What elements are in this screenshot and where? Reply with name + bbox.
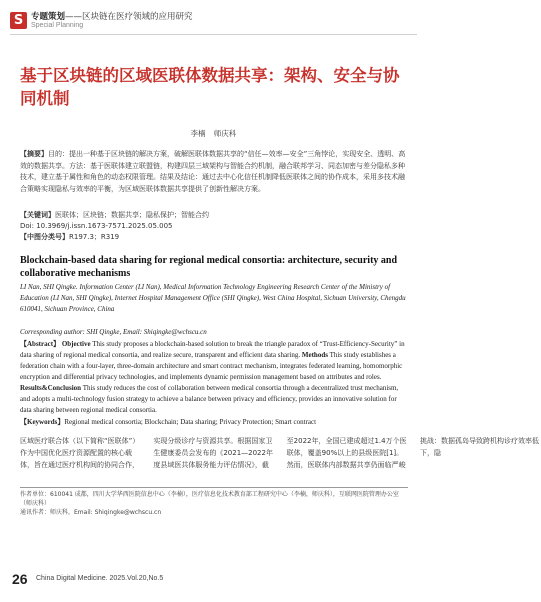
footnote-divider [20, 487, 408, 488]
abstract-cn-label: 【摘要】 [20, 150, 48, 158]
abstract-en-label: 【Abstract】 [20, 340, 61, 348]
column-topic: ——区块链在医疗领域的应用研究 [65, 12, 193, 22]
results-label: Results&Conclusion [20, 384, 82, 392]
body-text: 区域医疗联合体（以下简称“医联体”）作为中国优化医疗资源配置的核心载体，旨在通过医疗机构间的协同合作，实现分级诊疗与资源共享。根据国家卫生健康委员会发布的《2021—2022年度县域医共体服务能力评估情况》，截至2022年，全国已建成超过1.4万个医联体，覆盖90%以上的县级医院[1]。然而，医联体内部数据共享仍面临严峻挑战：数据孤岛导致跨机构诊疗效率低下，隐 [20, 437, 539, 469]
journal-info: China Digital Medicine. 2025.Vol.20,No.5 [36, 575, 164, 582]
keywords-en-label: 【Keywords】 [20, 418, 65, 426]
article-title-en: Blockchain-based data sharing for regional medical consortia: architecture, security and collaborative mechanisms [20, 255, 398, 279]
logo-letter: S [13, 13, 24, 28]
results-text: This study reduces the cost of collaboration between medical consortia through a decentralized trust mechanism, and adopts a multi-technology fusion strategy to achieve a balance between privacy and efficiency, provides an innovative solution for data sharing between regional medical consortia. [20, 384, 399, 414]
column-name: 专题策划 [31, 12, 66, 22]
abstract-cn-text: 目的：提出一种基于区块链的解决方案，破解医联体数据共享的“信任—效率—安全”三角悖论，实现安全、透明、高效的数据共享。方法：基于医联体建立联盟链，构建四层三域架构与智能合约机制，融合联邦学习、同态加密与差分隐私多种技术，建立基于属性和角色的动态权限管理。结果及结论：通过去中心化信任机制降低医联体之间的协作成本，采用多技术融合策略实现隐私与效率的平衡，为区域医联体数据共享提供了创新性解决方案。 [20, 150, 406, 193]
footnote: 作者单位：610041 成都，四川大学华西医院信息中心（李楠），医疗信息化技术教育部工程研究中心（李楠，师庆科），互联网医院管理办公室（师庆科） 通讯作者：师庆科，Email: Shiqingke@wchscu.cn [20, 491, 399, 516]
column-header [31, 10, 193, 22]
class-text: R197.3；R319 [69, 233, 120, 241]
class-label: 【中图分类号】 [20, 233, 69, 241]
methods-text: This study establishes a federation chain with a four-layer, three-domain architecture and smart contract mechanism, integrates federated learning, homomorphic encryption and differential privacy technologies, and implements dynamic permission management based on attributes and roles. [20, 351, 403, 381]
authors-cn: 李楠 师庆科 [190, 129, 237, 138]
keywords-en-text: Regional medical consortia; Blockchain; Data sharing; Privacy Protection; Smart contract [64, 418, 317, 426]
keywords-cn-label: 【关键词】 [20, 211, 55, 219]
keywords-cn [20, 210, 408, 222]
classification-number [20, 232, 408, 244]
doi: Doi: 10.3969/j.issn.1673-7571.2025.05.005 [20, 222, 173, 230]
keywords-cn-text: 医联体；区块链；数据共享；隐私保护；智能合约 [55, 211, 209, 219]
methods-label: Methods [301, 351, 328, 359]
objective-text: This study proposes a blockchain-based solution to break the triangle paradox of “Trust-Efficiency-Security” in data sharing of regional medical consortia, and realize secure, transparent and efficient data sharing. [20, 340, 405, 359]
corresponding-author: Corresponding author: SHI Qingke, Email: Shiqingke@wchscu.cn [20, 328, 207, 336]
header-divider [10, 34, 417, 35]
abstract-cn [20, 149, 408, 195]
journal-logo [10, 12, 27, 29]
article-title: 基于区块链的区域医联体数据共享：架构、安全与协同机制 [20, 66, 400, 108]
page-number: 26 [12, 571, 28, 587]
abstract-en [20, 339, 408, 416]
column-header-en: Special Planning [31, 22, 84, 29]
keywords-en [20, 417, 408, 428]
objective-label: Objective [61, 340, 91, 348]
authors-en: LI Nan, SHI Qingke. Information Center (LI Nan), Medical Information Technology Engineering Research Center of the Ministry of Education (LI Nan, SHI Qingke), Internet Hospital Management Office (SHI Qingke), West China Hospital, Sichuan University, Chengdu 610041, Sichuan Province, China [20, 283, 406, 313]
